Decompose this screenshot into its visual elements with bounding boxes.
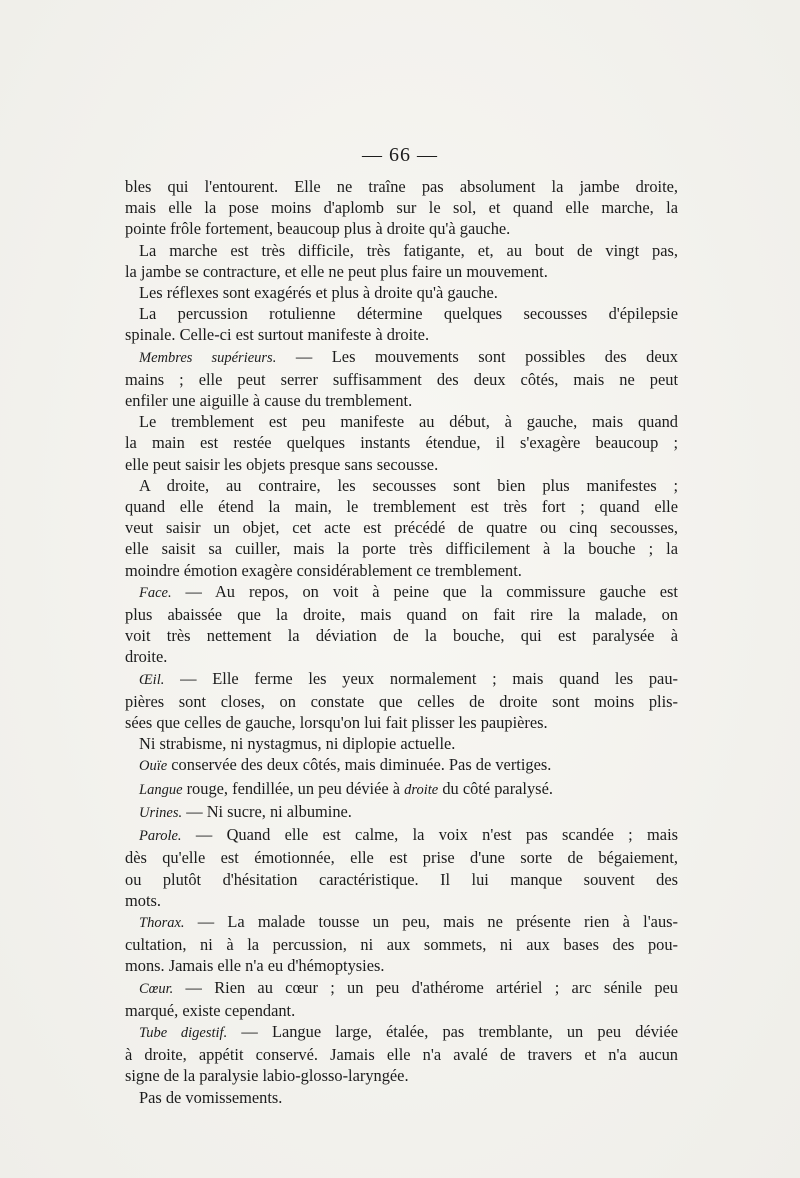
section-heading: Membres supérieurs. bbox=[139, 349, 277, 366]
text-line: pointe frôle fortement, beaucoup plus à droite qu'à gauche. bbox=[125, 219, 511, 239]
body-text bbox=[125, 176, 678, 1108]
text-line: sées que celles de gauche, lorsqu'on lui fait plisser les paupières. bbox=[125, 713, 548, 733]
section-heading: Thorax. bbox=[139, 914, 185, 931]
text-line: signe de la paralysie labio-glosso-laryngée. bbox=[125, 1066, 409, 1086]
text-line: Le tremblement est peu manifeste au début, à gauche, mais quand bbox=[139, 412, 678, 432]
text-line: ou plutôt d'hésitation caractéristique. Il lui manque souvent des bbox=[125, 869, 678, 889]
section-heading: Parole. bbox=[139, 828, 182, 845]
text-line: cultation, ni à la percussion, ni aux sommets, ni aux bases des pou- bbox=[125, 935, 678, 955]
section-heading: Urines. bbox=[139, 804, 183, 821]
text-line: la main est restée quelques instants étendue, il s'exagère beaucoup ; bbox=[125, 433, 678, 453]
text-line: Urines. — Ni sucre, ni albumine. bbox=[139, 801, 352, 821]
text-line: moindre émotion exagère considérablement ce tremblement. bbox=[125, 560, 522, 580]
page-number: — 66 — bbox=[362, 144, 438, 166]
text-line: quand elle étend la main, le tremblement est très fort ; quand elle bbox=[125, 497, 678, 517]
text-line: A droite, au contraire, les secousses sont bien plus manifestes ; bbox=[139, 475, 678, 495]
text-line: Parole. — Quand elle est calme, la voix n'est pas scandée ; mais bbox=[139, 825, 678, 845]
section-heading: Face. bbox=[139, 584, 172, 601]
text-line: la jambe se contracture, et elle ne peut plus faire un mouvement. bbox=[125, 261, 548, 281]
text-line: marqué, existe cependant. bbox=[125, 1000, 296, 1020]
text-line: enfiler une aiguille à cause du tremblement. bbox=[125, 391, 413, 411]
text-line: plus abaissée que la droite, mais quand on fait rire la malade, on bbox=[125, 605, 678, 625]
text-line: à droite, appétit conservé. Jamais elle n'a avalé de travers et n'a aucun bbox=[125, 1045, 678, 1065]
text-line: elle peut saisir les objets presque sans secousse. bbox=[125, 454, 439, 474]
text-line: mons. Jamais elle n'a eu d'hémoptysies. bbox=[125, 956, 385, 976]
text-line: pières sont closes, on constate que celles de droite sont moins plis- bbox=[125, 691, 678, 711]
text-line: Les réflexes sont exagérés et plus à droite qu'à gauche. bbox=[139, 283, 498, 303]
text-line: Face. — Au repos, on voit à peine que la commissure gauche est bbox=[139, 581, 678, 601]
text-line: dès qu'elle est émotionnée, elle est prise d'une sorte de bégaiement, bbox=[125, 848, 678, 868]
section-heading: Langue bbox=[139, 781, 183, 798]
text-line: La marche est très difficile, très fatigante, et, au bout de vingt pas, bbox=[139, 240, 678, 260]
text-line: Membres supérieurs. — Les mouvements sont possibles des deux bbox=[139, 346, 679, 366]
text-line: bles qui l'entourent. Elle ne traîne pas absolument la jambe droite, bbox=[125, 177, 678, 196]
text-line: Œil. — Elle ferme les yeux normalement ; mais quand les pau- bbox=[139, 668, 678, 688]
text-line: Thorax. — La malade tousse un peu, mais ne présente rien à l'aus- bbox=[139, 911, 678, 931]
text-line: mots. bbox=[125, 890, 161, 910]
section-heading: Œil. bbox=[139, 671, 165, 688]
text-line: Ouïe conservée des deux côtés, mais diminuée. Pas de vertiges. bbox=[139, 755, 552, 775]
text-line: veut saisir un objet, cet acte est précédé de quatre ou cinq secousses, bbox=[125, 518, 678, 538]
section-heading: Ouïe bbox=[139, 758, 168, 775]
text-line: mais elle la pose moins d'aplomb sur le sol, et quand elle marche, la bbox=[125, 198, 678, 218]
text-line: La percussion rotulienne détermine quelques secousses d'épilepsie bbox=[139, 304, 678, 324]
text-line: Langue rouge, fendillée, un peu déviée à droite du côté paralysé. bbox=[139, 778, 553, 798]
text-line: droite. bbox=[125, 647, 168, 667]
text-line: mains ; elle peut serrer suffisamment des deux côtés, mais ne peut bbox=[125, 369, 678, 389]
text-line: voit très nettement la déviation de la bouche, qui est paralysée à bbox=[125, 626, 678, 646]
text-line: spinale. Celle-ci est surtout manifeste à droite. bbox=[125, 325, 430, 345]
section-heading: Tube digestif. bbox=[139, 1024, 228, 1041]
text-line: Cœur. — Rien au cœur ; un peu d'athérome artériel ; arc sénile peu bbox=[139, 977, 678, 997]
text-line: Ni strabisme, ni nystagmus, ni diplopie actuelle. bbox=[139, 734, 456, 754]
text-line: Tube digestif. — Langue large, étalée, pas tremblante, un peu déviée bbox=[139, 1021, 678, 1041]
section-heading: Cœur. bbox=[139, 980, 174, 997]
text-line: elle saisit sa cuiller, mais la porte très difficilement à la bouche ; la bbox=[125, 539, 678, 559]
text-line: Pas de vomissements. bbox=[139, 1087, 283, 1107]
